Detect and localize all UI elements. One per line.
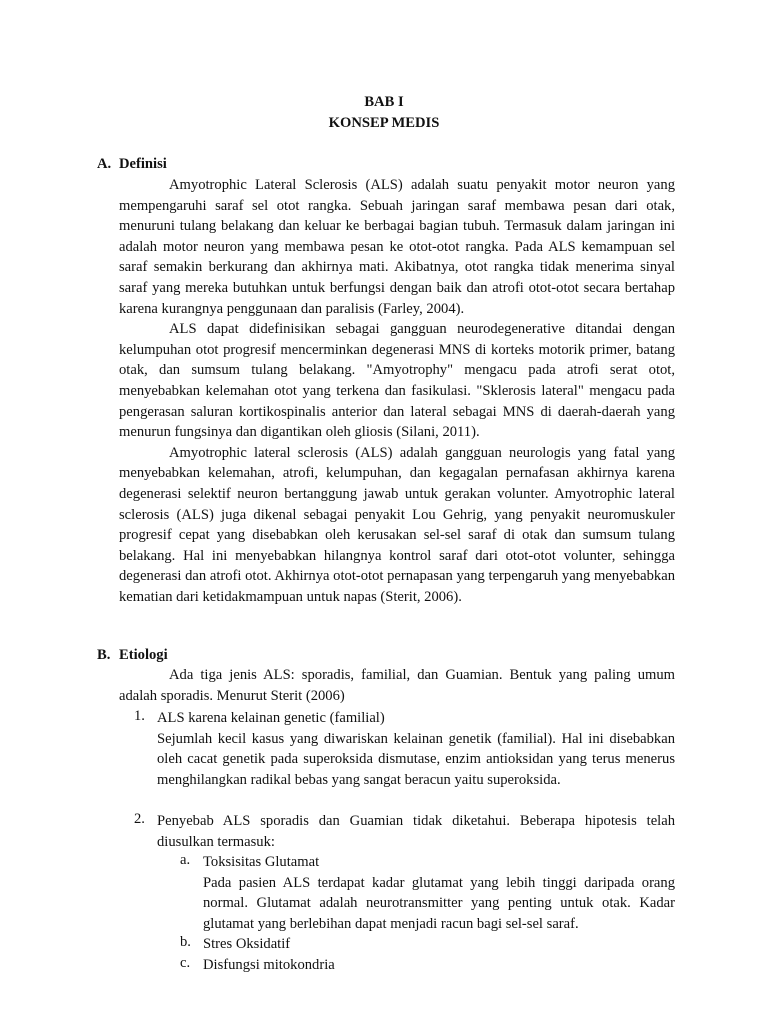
- list-item-body: Penyebab ALS sporadis dan Guamian tidak diketahui. Beberapa hipotesis telah diusulkan termasuk:: [157, 813, 675, 850]
- section-b-intro: [119, 665, 675, 706]
- list-number: 2.: [134, 811, 145, 827]
- section-b-title: Etiologi: [119, 647, 168, 663]
- section-a-body: [119, 175, 675, 607]
- sub-list-letter: a.: [180, 852, 191, 868]
- section-a-title: Definisi: [119, 156, 167, 172]
- section-a-letter: A.: [97, 156, 112, 172]
- chapter-label: BAB I: [364, 94, 404, 110]
- sub-list-letter: c.: [180, 955, 191, 971]
- sub-list-letter: b.: [180, 934, 191, 950]
- section-a-heading: [97, 154, 167, 174]
- sub-list-item: [203, 852, 675, 934]
- paragraph: Amyotrophic lateral sclerosis (ALS) adalah gangguan neurologis yang fatal yang menyebabkan kelemahan, atrofi, kelumpuhan, dan kegagalan pernafasan akhirnya karena degenerasi selektif neuron bertanggung jawab untuk gerakan volunter. Amyotrophic lateral sclerosis (ALS) juga dikenal sebagai penyakit Lou Gehrig, yang penyakit neuromuskuler progresif cepat yang disebabkan oleh kerusakan sel-sel saraf di otak dan sumsum tulang belakang. Hal ini menyebabkan hilangnya kontrol saraf dari otot-otot volunter, sehingga degenerasi dan atrofi otot. Akhirnya otot-otot pernapasan yang terpengaruh yang menyebabkan kematian dari ketidakmampuan untuk napas (Sterit, 2006).: [119, 444, 675, 605]
- section-b-letter: B.: [97, 647, 111, 663]
- list-item: [157, 708, 675, 790]
- section-b-heading: [97, 645, 168, 665]
- list-number: 1.: [134, 708, 145, 724]
- paragraph: Ada tiga jenis ALS: sporadis, familial, dan Guamian. Bentuk yang paling umum adalah sporadis. Menurut Sterit (2006): [119, 667, 675, 704]
- paragraph: Amyotrophic Lateral Sclerosis (ALS) adalah suatu penyakit motor neuron yang mempengaruhi saraf sel otot rangka. Sebuah jaringan saraf membawa pesan dari otak, menuruni tulang belakang dan keluar ke berbagai bagian tubuh. Termasuk dalam jaringan ini adalah motor neuron yang membawa pesan ke otot-otot rangka. Pada ALS kemampuan sel saraf semakin berkurang dan akhirnya mati. Akibatnya, otot rangka tidak menerima sinyal saraf yang mereka butuhkan untuk berfungsi dengan baik dan atrofi otot-otot secara bertahap karena kurangnya penggunaan dan paralisis (Farley, 2004).: [119, 177, 675, 317]
- sub-list-item-body: Pada pasien ALS terdapat kadar glutamat yang lebih tinggi daripada orang normal. Glutamat adalah neurotransmitter yang penting untuk otak. Kadar glutamat yang berlebihan dapat menjadi racun bagi sel-sel saraf.: [203, 874, 675, 932]
- chapter-title: KONSEP MEDIS: [328, 115, 440, 131]
- list-item-body: Sejumlah kecil kasus yang diwariskan kelainan genetik (familial). Hal ini disebabkan oleh cacat genetik pada superoksida dismutase, enzim antioksidan yang terus menerus menghilangkan radikal bebas yang sangat beracun yaitu superoksida.: [157, 730, 675, 788]
- paragraph: ALS dapat didefinisikan sebagai gangguan neurodegenerative ditandai dengan kelumpuhan otot progresif mencerminkan degenerasi MNS di korteks motorik primer, batang otak, dan sumsum tulang belakang. "Amyotrophy" mengacu pada atrofi serat otot, menyebabkan kelemahan otot yang terkena dan fasikulasi. "Sklerosis lateral" mengacu pada pengerasan saluran kortikospinalis anterior dan lateral sebagai MNS di daerah-daerah yang menurun fungsinya dan digantikan oleh gliosis (Silani, 2011).: [119, 321, 675, 441]
- list-item: [157, 811, 675, 852]
- sub-list-item-title: Stres Oksidatif: [203, 936, 291, 952]
- list-item-title: ALS karena kelainan genetic (familial): [157, 710, 385, 726]
- sub-list-item-title: Toksisitas Glutamat: [203, 854, 320, 870]
- sub-list-item-title: Disfungsi mitokondria: [203, 957, 335, 973]
